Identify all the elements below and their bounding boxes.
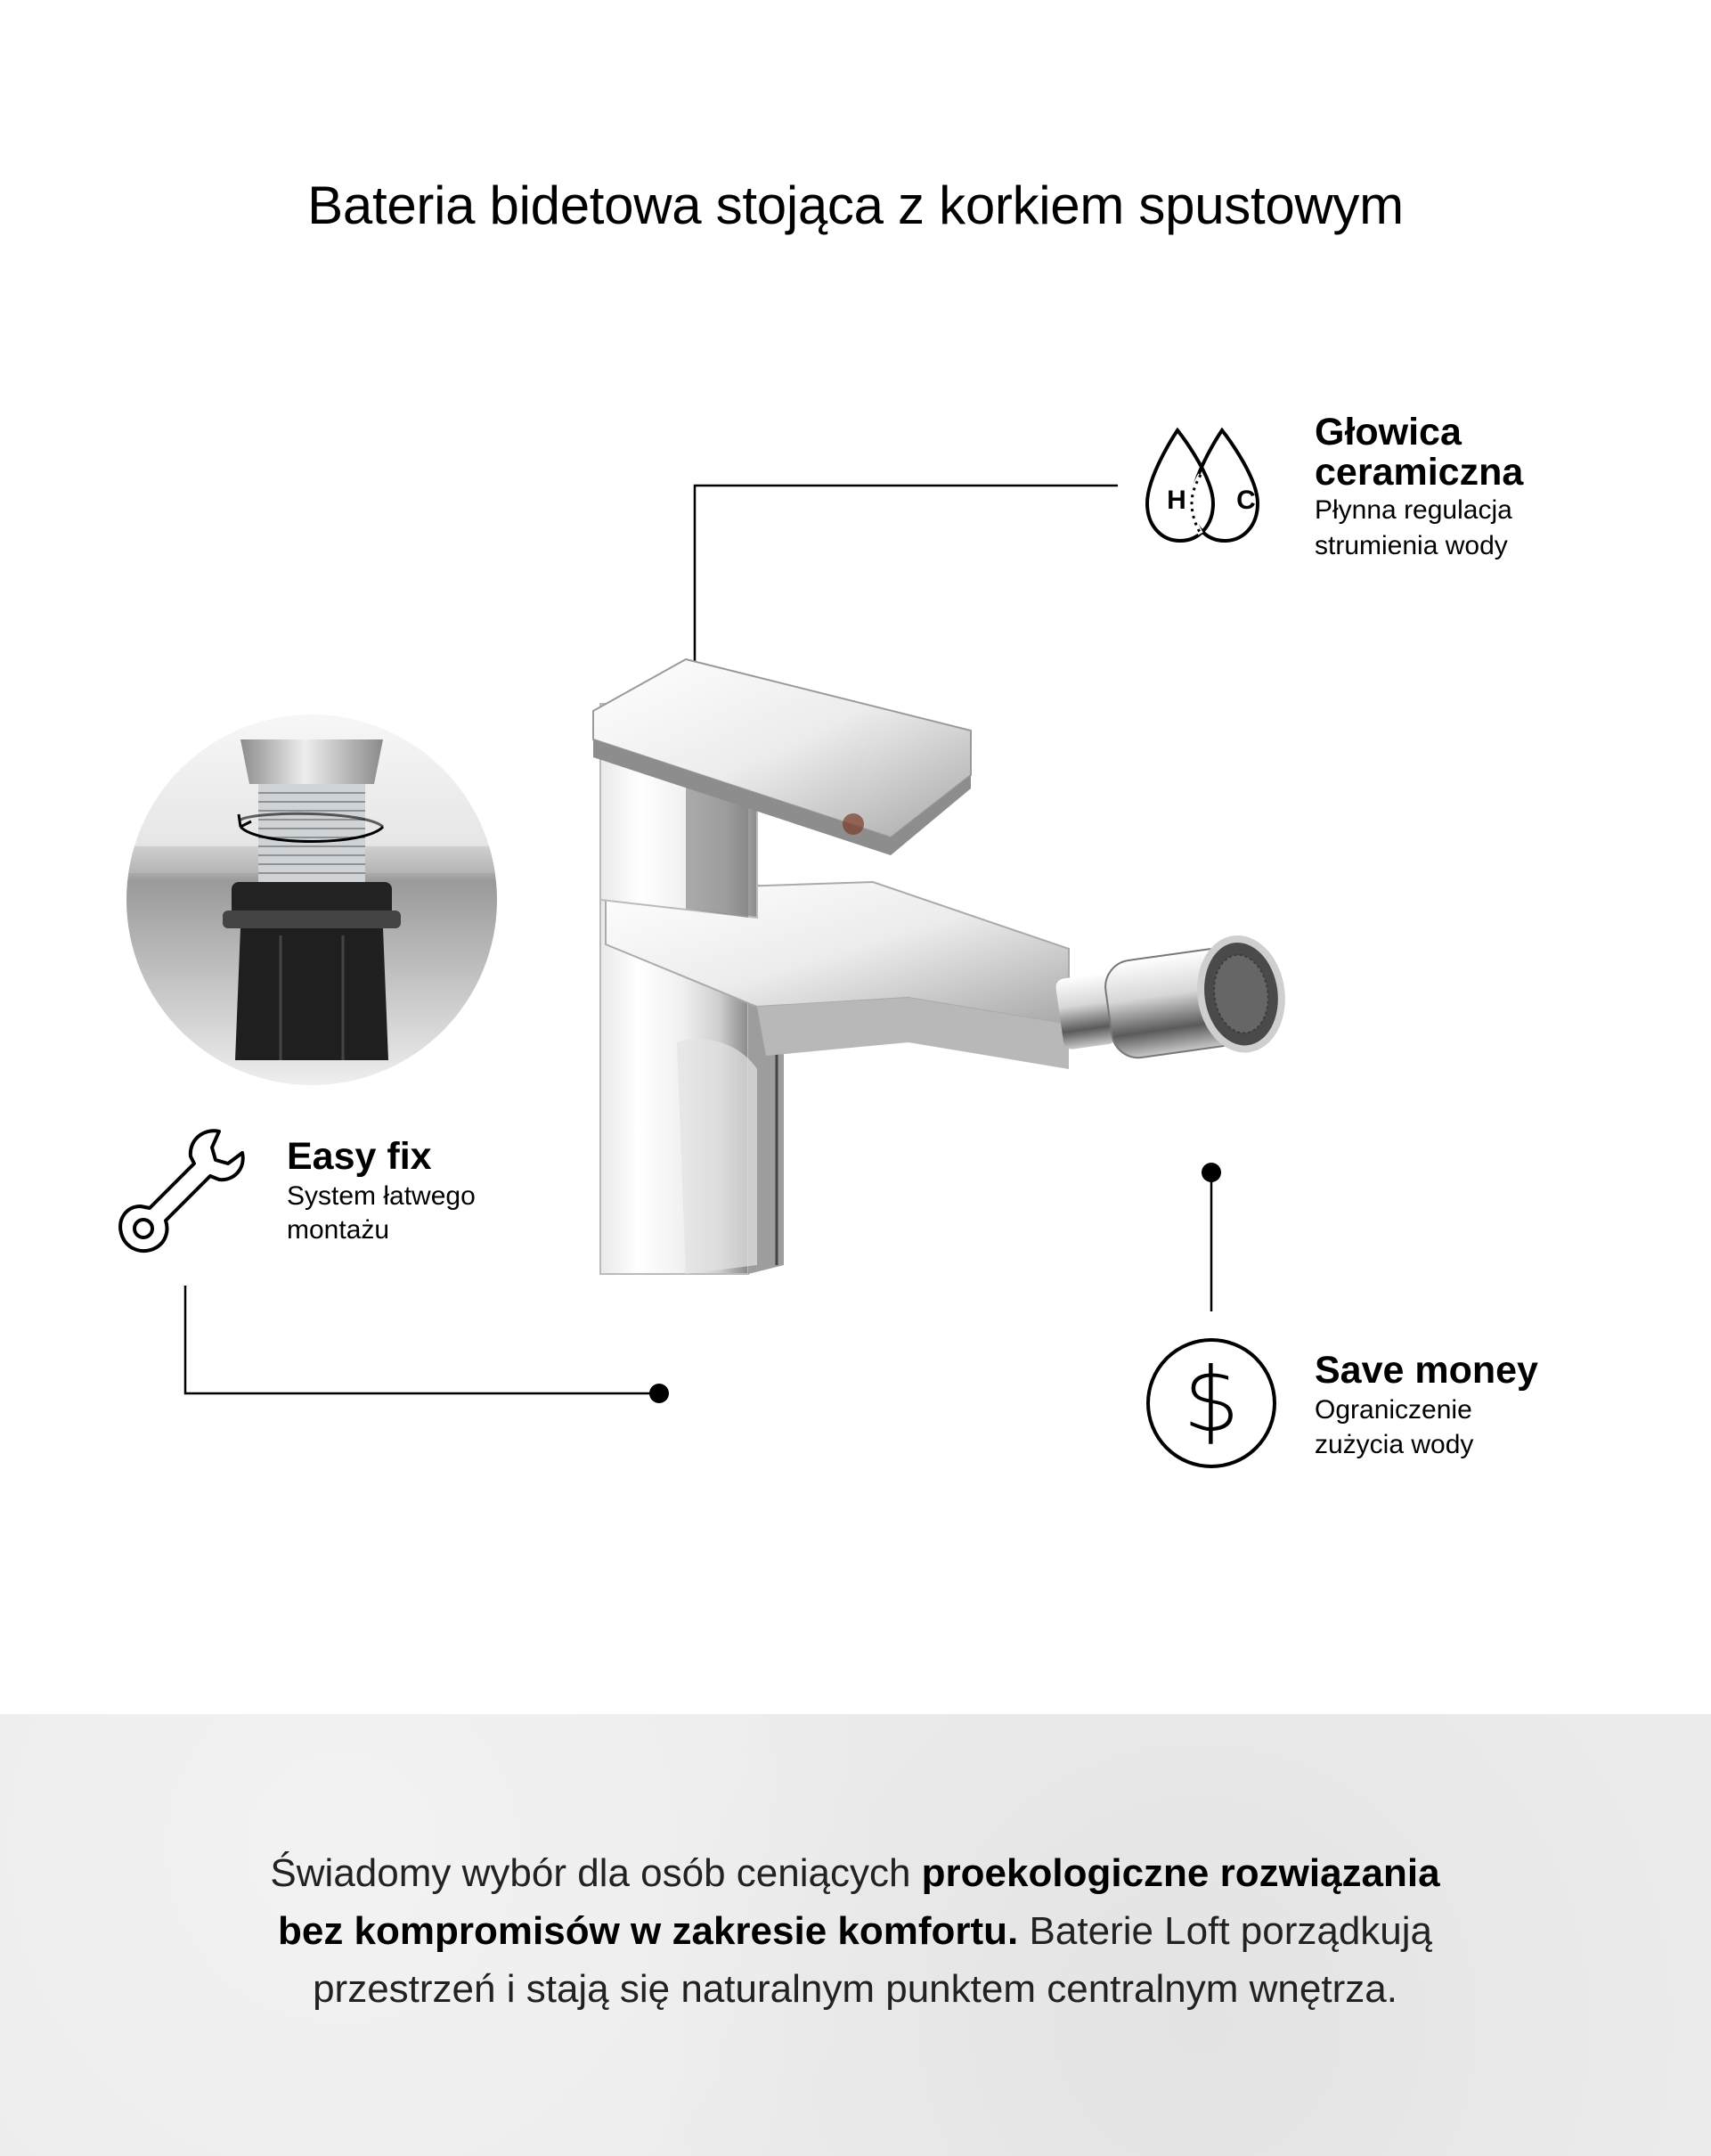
bidet-faucet-image [570,650,1354,1327]
bottom-line-2-regular: Baterie Loft porządkują [1018,1909,1433,1953]
bottom-line-3-regular: przestrzeń i stają się naturalnym punktem centralnym wnętrza. [313,1967,1397,2011]
savemoney-feature-title: Save money [1315,1349,1538,1392]
dollar-sign: $ [1183,1348,1240,1452]
easyfix-feature-desc-1: System łatwego [287,1181,476,1211]
bottom-line-3 [143,1960,1568,2018]
drain-plug-image [125,713,499,1087]
bottom-description [143,1844,1568,2018]
ceramic-feature-desc-2: strumienia wody [1315,531,1508,560]
bottom-line-1-regular: Świadomy wybór dla osób ceniących [270,1851,922,1895]
easyfix-feature-title: Easy fix [287,1135,432,1178]
bottom-line-1 [143,1844,1568,1902]
savemoney-feature-desc-1: Ograniczenie [1315,1395,1472,1425]
ceramic-feature-title-2: ceramiczna [1315,451,1524,494]
ceramic-feature-title-1: Głowica [1315,411,1462,453]
easyfix-feature-desc-2: montażu [287,1215,390,1245]
wrench-icon [114,1121,257,1263]
bottom-line-2 [143,1902,1568,1960]
ceramic-feature-desc-1: Płynna regulacja [1315,495,1512,525]
icon-cold-label: C [1236,486,1256,515]
bottom-line-1-bold: proekologiczne rozwiązania [921,1851,1440,1895]
bottom-line-2-bold: bez kompromisów w zakresie komfortu. [277,1909,1019,1953]
easyfix-callout-dot [649,1384,669,1403]
icon-hot-label: H [1167,486,1186,515]
page-title: Bateria bidetowa stojąca z korkiem spustowym [307,176,1404,235]
savemoney-feature-desc-2: zużycia wody [1315,1430,1474,1459]
